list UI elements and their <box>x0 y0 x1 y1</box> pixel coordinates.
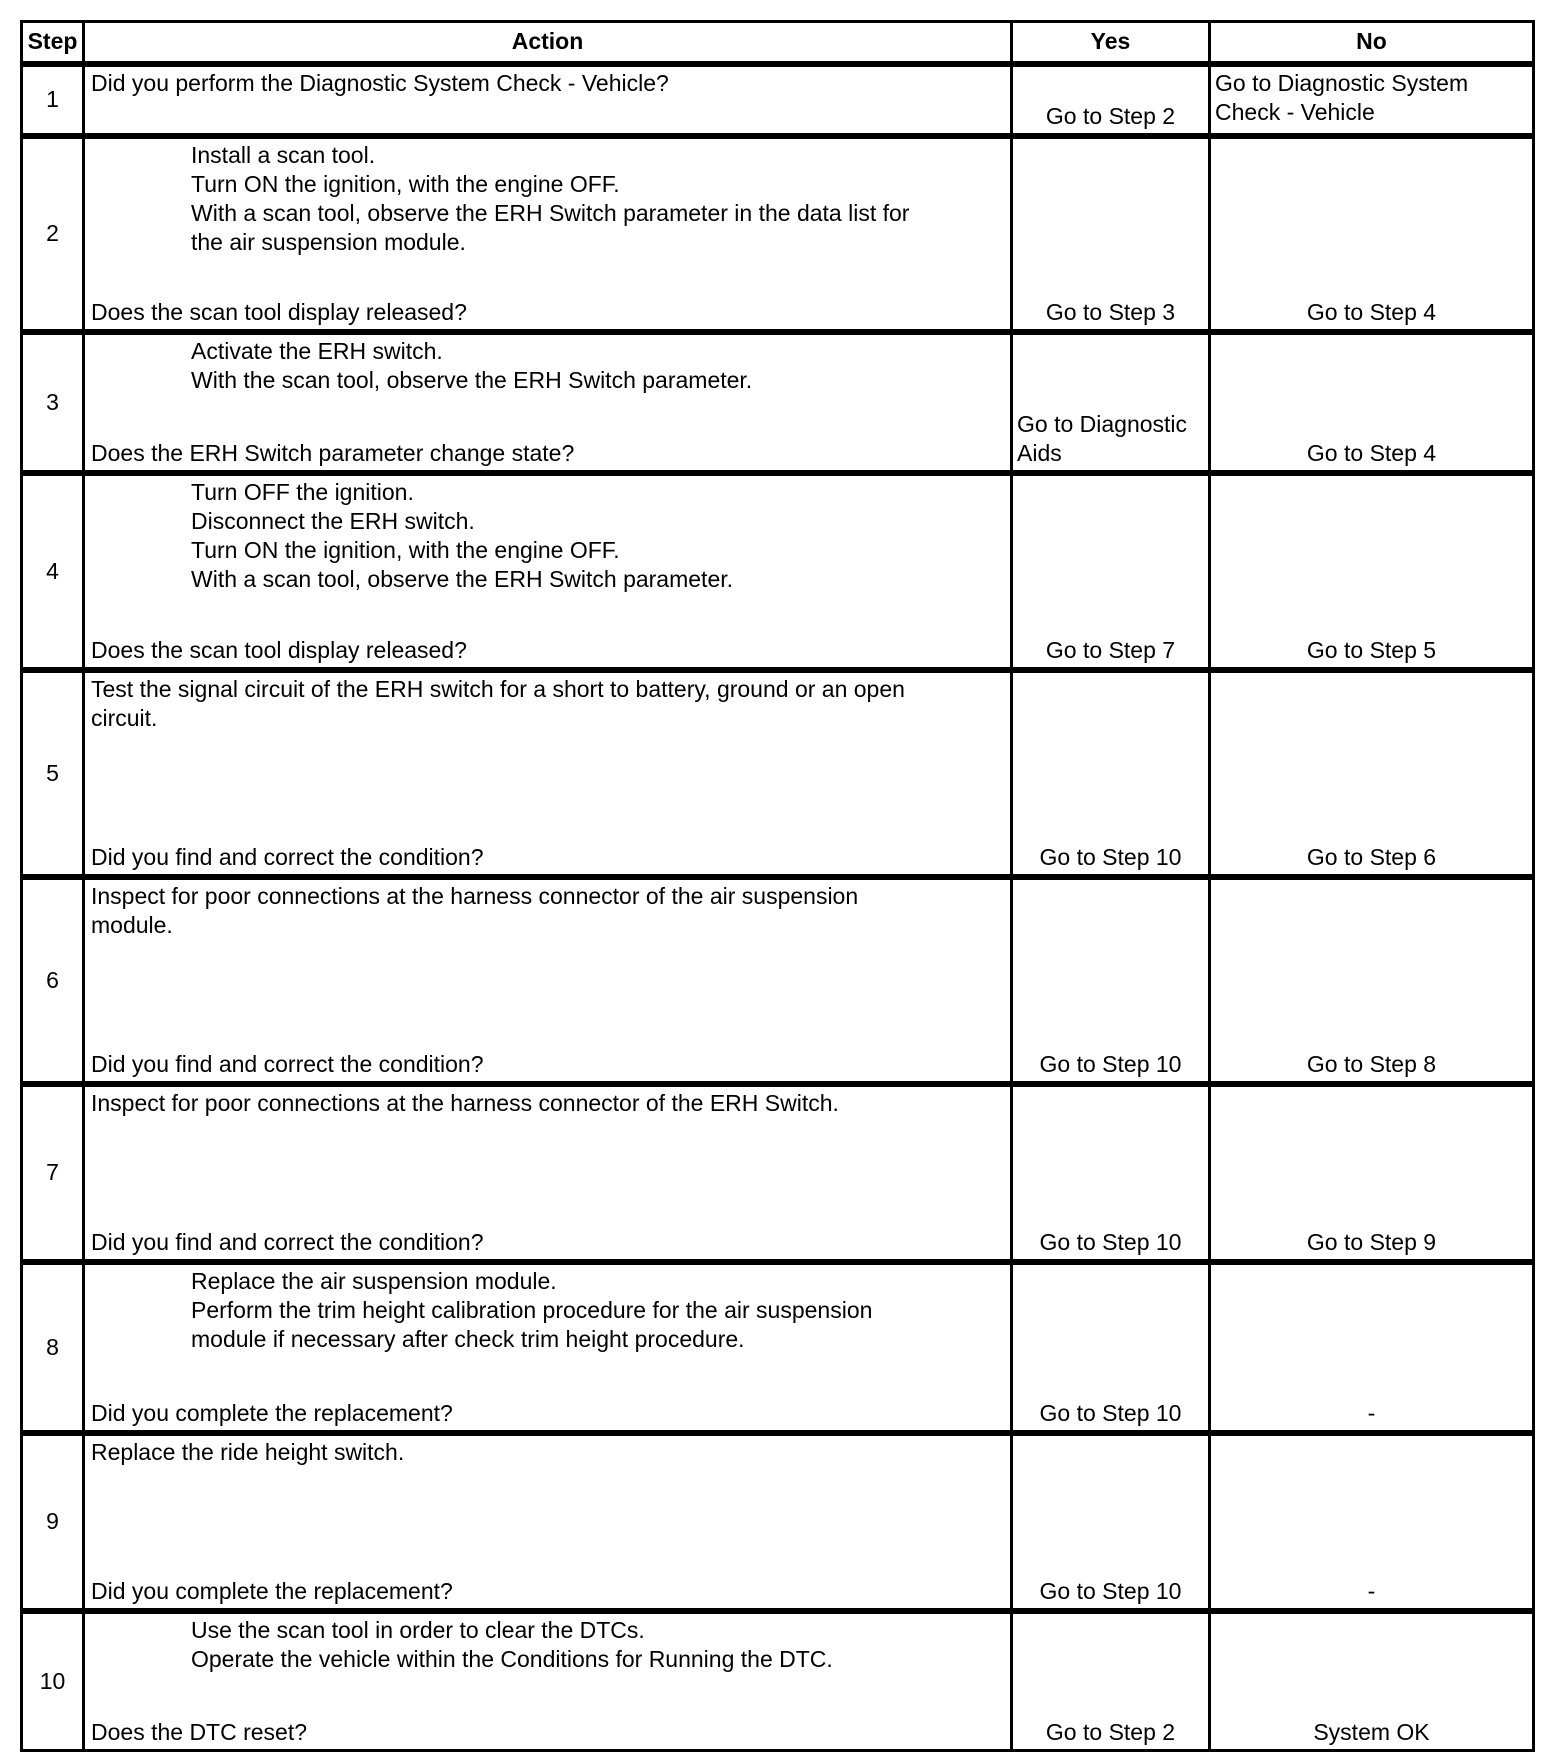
table-row <box>22 1262 1534 1433</box>
instruction-line: With the scan tool, observe the ERH Switch parameter. <box>191 366 753 393</box>
yes-result: Go to Step 10 <box>1012 1084 1210 1262</box>
yes-result: Go to Diagnostic Aids <box>1012 332 1210 473</box>
instruction-line: Activate the ERH switch. <box>191 337 443 364</box>
action-instructions <box>91 478 1006 594</box>
yes-result: Go to Step 7 <box>1012 473 1210 670</box>
header-no: No <box>1210 22 1534 64</box>
action-content <box>91 675 1006 872</box>
table-row <box>22 64 1534 136</box>
header-yes: Yes <box>1012 22 1210 64</box>
instruction-line: Disconnect the ERH switch. <box>191 507 475 534</box>
no-result: - <box>1210 1262 1534 1433</box>
action-question: Did you complete the replacement? <box>91 1577 453 1604</box>
step-number: 10 <box>22 1611 84 1751</box>
instruction-line: module. <box>91 911 173 938</box>
no-result: System OK <box>1210 1611 1534 1751</box>
header-action: Action <box>84 22 1012 64</box>
table-row <box>22 1084 1534 1262</box>
action-instructions <box>91 675 1006 733</box>
yes-result: Go to Step 2 <box>1012 1611 1210 1751</box>
action-question: Does the ERH Switch parameter change state? <box>91 439 575 466</box>
action-cell <box>84 1084 1012 1262</box>
table-row <box>22 670 1534 877</box>
step-number: 5 <box>22 670 84 877</box>
action-content <box>91 882 1006 1079</box>
instruction-line: Replace the air suspension module. <box>191 1267 557 1294</box>
header-step: Step <box>22 22 84 64</box>
action-content <box>91 1267 1006 1428</box>
no-result: Go to Step 5 <box>1210 473 1534 670</box>
instruction-line: Test the signal circuit of the ERH switch for a short to battery, ground or an open <box>91 675 905 702</box>
instruction-line: Install a scan tool. <box>191 141 376 168</box>
no-result: Go to Step 6 <box>1210 670 1534 877</box>
action-cell <box>84 64 1012 136</box>
step-number: 6 <box>22 877 84 1084</box>
yes-result: Go to Step 10 <box>1012 1433 1210 1611</box>
action-content <box>91 337 1006 468</box>
table-row <box>22 1433 1534 1611</box>
action-question: Did you complete the replacement? <box>91 1399 453 1426</box>
action-question: Did you find and correct the condition? <box>91 1228 484 1255</box>
action-instructions <box>91 882 1006 940</box>
action-content <box>91 1089 1006 1257</box>
step-number: 7 <box>22 1084 84 1262</box>
action-question: Does the DTC reset? <box>91 1718 308 1745</box>
action-content <box>91 69 1006 131</box>
instruction-line: With a scan tool, observe the ERH Switch parameter in the data list for <box>191 199 910 226</box>
action-content <box>91 1616 1006 1747</box>
instruction-line: module if necessary after check trim height procedure. <box>191 1325 745 1352</box>
step-number: 8 <box>22 1262 84 1433</box>
action-cell <box>84 136 1012 332</box>
step-number: 4 <box>22 473 84 670</box>
diagnostic-table <box>20 20 1535 1752</box>
action-instructions <box>91 1616 1006 1674</box>
action-content <box>91 141 1006 327</box>
step-number: 1 <box>22 64 84 136</box>
action-content <box>91 1438 1006 1606</box>
instruction-line: Inspect for poor connections at the harness connector of the ERH Switch. <box>91 1089 839 1116</box>
yes-result: Go to Step 10 <box>1012 1262 1210 1433</box>
instruction-line: Inspect for poor connections at the harness connector of the air suspension <box>91 882 859 909</box>
no-result: Go to Diagnostic System Check - Vehicle <box>1210 64 1534 136</box>
action-question: Did you find and correct the condition? <box>91 843 484 870</box>
instruction-line: With a scan tool, observe the ERH Switch parameter. <box>191 565 734 592</box>
no-result: - <box>1210 1433 1534 1611</box>
instruction-line: Did you perform the Diagnostic System Check - Vehicle? <box>91 69 669 96</box>
action-cell <box>84 1611 1012 1751</box>
action-instructions <box>91 337 1006 395</box>
instruction-line: Turn OFF the ignition. <box>191 478 414 505</box>
action-instructions <box>91 141 1006 257</box>
action-question: Does the scan tool display released? <box>91 298 467 325</box>
yes-result: Go to Step 10 <box>1012 670 1210 877</box>
table-row <box>22 1611 1534 1751</box>
action-instructions <box>91 1267 1006 1354</box>
table-row <box>22 877 1534 1084</box>
action-cell <box>84 332 1012 473</box>
table-header-row <box>22 22 1534 64</box>
action-instructions <box>91 1089 1006 1118</box>
yes-result: Go to Step 3 <box>1012 136 1210 332</box>
action-cell <box>84 877 1012 1084</box>
action-content <box>91 478 1006 665</box>
action-instructions <box>91 69 1006 98</box>
table-row <box>22 136 1534 332</box>
instruction-line: the air suspension module. <box>191 228 466 255</box>
instruction-line: Use the scan tool in order to clear the DTCs. <box>191 1616 645 1643</box>
table-body <box>22 64 1534 1751</box>
action-cell <box>84 670 1012 877</box>
instruction-line: Turn ON the ignition, with the engine OFF. <box>191 170 620 197</box>
table-row <box>22 473 1534 670</box>
no-result: Go to Step 4 <box>1210 136 1534 332</box>
instruction-line: Operate the vehicle within the Conditions for Running the DTC. <box>191 1645 833 1672</box>
action-cell <box>84 1433 1012 1611</box>
step-number: 9 <box>22 1433 84 1611</box>
instruction-line: Turn ON the ignition, with the engine OFF. <box>191 536 620 563</box>
yes-result: Go to Step 2 <box>1012 64 1210 136</box>
no-result: Go to Step 8 <box>1210 877 1534 1084</box>
action-cell <box>84 1262 1012 1433</box>
no-result: Go to Step 4 <box>1210 332 1534 473</box>
instruction-line: Perform the trim height calibration procedure for the air suspension <box>191 1296 873 1323</box>
table-row <box>22 332 1534 473</box>
instruction-line: circuit. <box>91 704 158 731</box>
action-question: Does the scan tool display released? <box>91 636 467 663</box>
yes-result: Go to Step 10 <box>1012 877 1210 1084</box>
action-question: Did you find and correct the condition? <box>91 1050 484 1077</box>
instruction-line: Replace the ride height switch. <box>91 1438 405 1465</box>
no-result: Go to Step 9 <box>1210 1084 1534 1262</box>
step-number: 2 <box>22 136 84 332</box>
step-number: 3 <box>22 332 84 473</box>
action-cell <box>84 473 1012 670</box>
action-instructions <box>91 1438 1006 1467</box>
